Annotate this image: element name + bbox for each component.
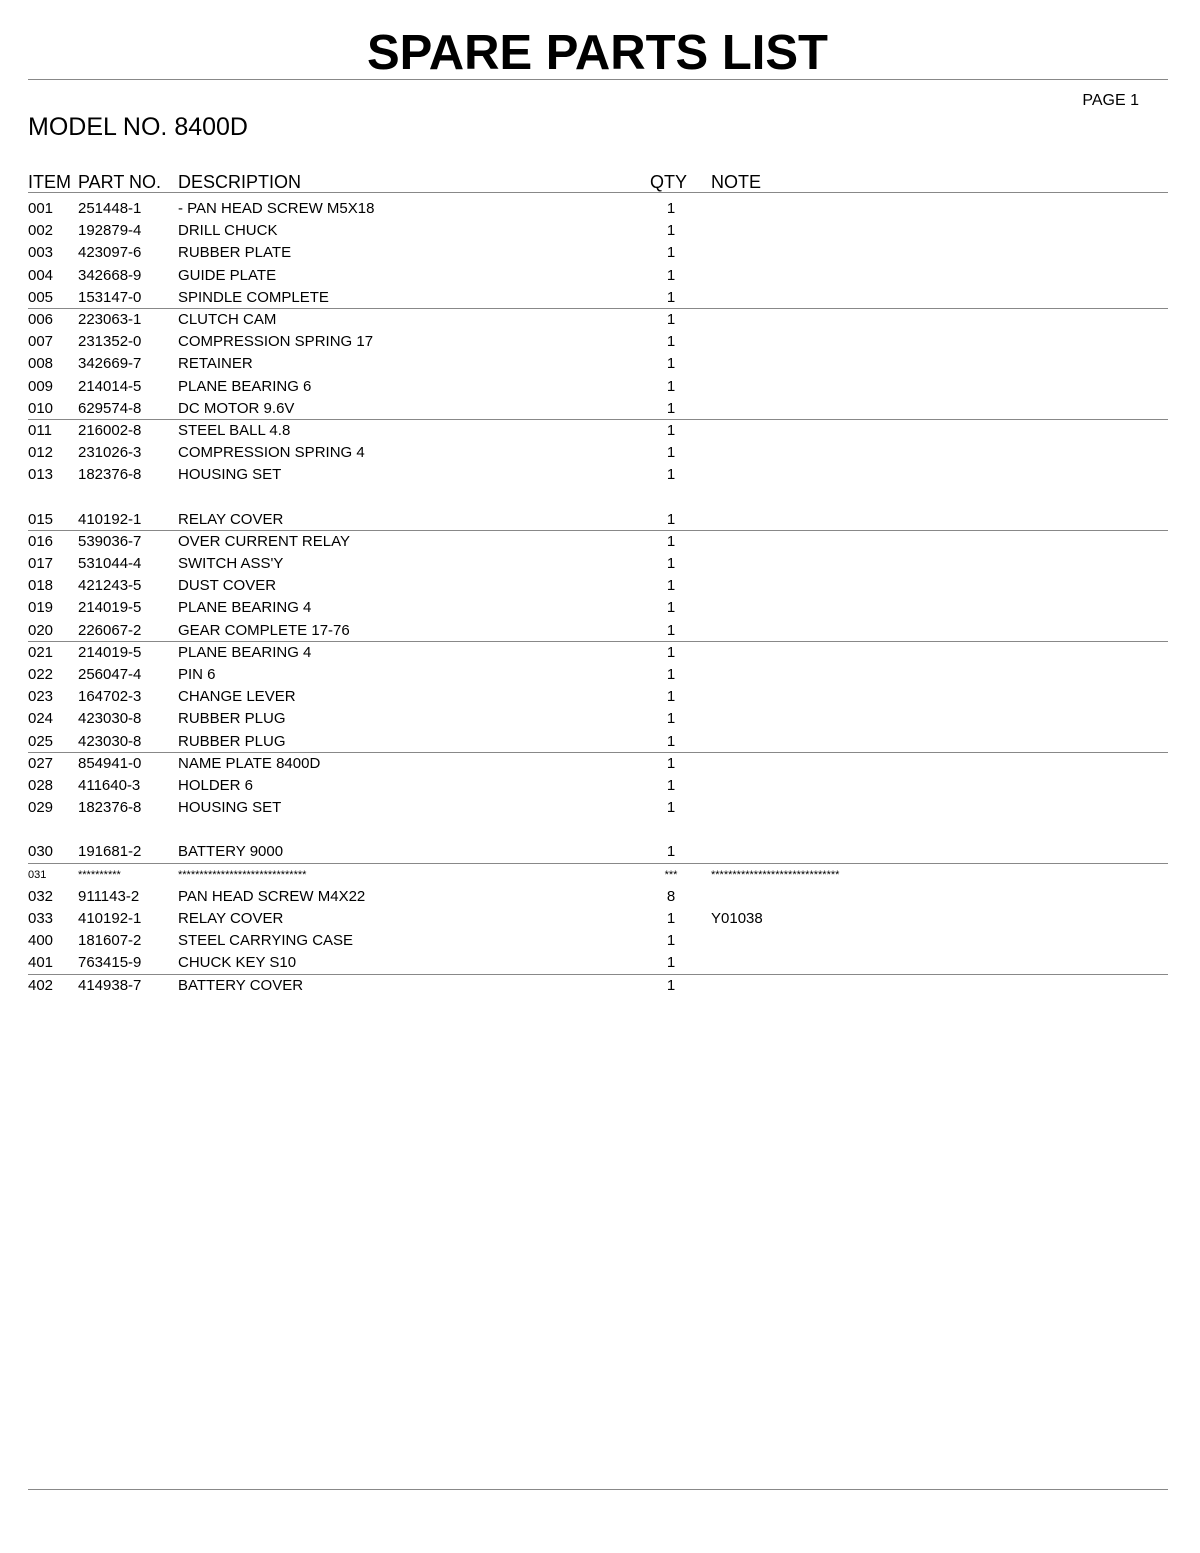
- column-header-description: DESCRIPTION: [178, 172, 302, 192]
- cell-qty: 1: [666, 355, 676, 373]
- cell-part-no: 153147-0: [78, 288, 142, 306]
- cell-description: - PAN HEAD SCREW M5X18: [178, 200, 375, 217]
- cell-item: 018: [28, 577, 54, 595]
- cell-item: 013: [28, 466, 54, 484]
- table-row: [28, 620, 1168, 642]
- cell-item: 008: [28, 355, 54, 373]
- cell-description: ******************************: [178, 868, 307, 881]
- cell-part-no: 231352-0: [78, 333, 142, 351]
- table-row: [28, 930, 1168, 952]
- cell-description: STEEL BALL 4.8: [178, 421, 291, 439]
- cell-description: PLANE BEARING 4: [178, 599, 312, 617]
- table-row: [28, 198, 1168, 220]
- cell-part-no: 410192-1: [78, 510, 142, 528]
- title-divider: [28, 79, 1168, 80]
- cell-description: NAME PLATE 8400D: [178, 754, 321, 772]
- cell-qty: ***: [664, 868, 678, 881]
- cell-description: HOLDER 6: [178, 776, 254, 794]
- cell-description: PIN 6: [178, 665, 216, 683]
- cell-item: 007: [28, 333, 54, 351]
- cell-description: COMPRESSION SPRING 17: [178, 333, 374, 351]
- table-row: [28, 597, 1168, 619]
- cell-description: CLUTCH CAM: [178, 310, 277, 328]
- cell-description: CHUCK KEY S10: [178, 954, 297, 972]
- cell-part-no: 231026-3: [78, 444, 142, 462]
- cell-part-no: 854941-0: [78, 754, 142, 772]
- table-row: [28, 242, 1168, 264]
- cell-part-no: 191681-2: [78, 843, 142, 861]
- cell-item: 027: [28, 754, 54, 772]
- cell-part-no: 342668-9: [78, 266, 142, 284]
- cell-description: SPINDLE COMPLETE: [178, 288, 329, 306]
- cell-item: 030: [28, 843, 54, 861]
- cell-qty: 1: [666, 643, 676, 661]
- cell-item: 017: [28, 555, 54, 572]
- table-header: [28, 171, 1168, 193]
- table-row: [28, 708, 1168, 730]
- cell-description: GUIDE PLATE: [178, 266, 277, 284]
- cell-description: OVER CURRENT RELAY: [178, 532, 350, 550]
- footer-divider: [28, 1489, 1168, 1490]
- cell-part-no: 223063-1: [78, 310, 142, 328]
- cell-description: DC MOTOR 9.6V: [178, 399, 295, 417]
- page-number: PAGE 1: [1082, 92, 1139, 109]
- cell-qty: 1: [666, 843, 676, 861]
- cell-description: BATTERY 9000: [178, 843, 284, 861]
- cell-item: 019: [28, 599, 54, 617]
- cell-qty: 1: [666, 399, 676, 417]
- model-number: MODEL NO. 8400D: [28, 113, 248, 141]
- cell-item: 400: [28, 932, 54, 950]
- cell-item: 401: [28, 954, 54, 972]
- cell-description: RUBBER PLUG: [178, 710, 286, 728]
- cell-description: BATTERY COVER: [178, 976, 304, 994]
- cell-part-no: 216002-8: [78, 421, 142, 439]
- parts-table: [28, 198, 1168, 997]
- cell-part-no: 181607-2: [78, 932, 142, 950]
- cell-description: HOUSING SET: [178, 799, 282, 817]
- cell-qty: 1: [666, 532, 676, 550]
- table-row: [28, 464, 1168, 486]
- cell-part-no: 423030-8: [78, 732, 142, 750]
- cell-description: DUST COVER: [178, 577, 277, 595]
- cell-part-no: 423097-6: [78, 244, 142, 262]
- cell-part-no: 182376-8: [78, 466, 142, 484]
- cell-qty: 1: [666, 310, 676, 328]
- cell-item: 012: [28, 444, 54, 462]
- cell-part-no: 226067-2: [78, 621, 142, 639]
- cell-item: 031: [28, 868, 47, 881]
- cell-qty: 8: [666, 887, 676, 905]
- cell-qty: 1: [666, 333, 676, 351]
- table-row: [28, 642, 1168, 664]
- cell-description: HOUSING SET: [178, 466, 282, 484]
- cell-part-no: 182376-8: [78, 799, 142, 817]
- cell-part-no: 414938-7: [78, 976, 142, 994]
- cell-description: RETAINER: [178, 355, 253, 373]
- cell-item: 028: [28, 776, 54, 794]
- table-row: [28, 420, 1168, 442]
- table-row: [28, 975, 1168, 997]
- cell-part-no: 763415-9: [78, 954, 142, 972]
- cell-qty: 1: [666, 688, 676, 706]
- table-row: [28, 664, 1168, 686]
- cell-qty: 1: [666, 377, 676, 395]
- cell-item: 024: [28, 710, 54, 728]
- cell-qty: 1: [666, 288, 676, 306]
- cell-qty: 1: [666, 599, 676, 617]
- table-row: [28, 531, 1168, 553]
- table-row: [28, 753, 1168, 775]
- cell-item: 022: [28, 665, 54, 683]
- cell-description: SWITCH ASS'Y: [178, 555, 284, 572]
- cell-qty: 1: [666, 710, 676, 728]
- column-header-qty: QTY: [650, 172, 688, 192]
- cell-item: 025: [28, 732, 54, 750]
- cell-description: RUBBER PLATE: [178, 244, 292, 262]
- column-header-part-no: PART NO.: [78, 172, 162, 192]
- table-row: [28, 575, 1168, 597]
- cell-qty: 1: [666, 621, 676, 639]
- cell-description: PAN HEAD SCREW M4X22: [178, 887, 366, 905]
- cell-qty: 1: [666, 200, 676, 217]
- cell-item: 005: [28, 288, 54, 306]
- table-row: [28, 886, 1168, 908]
- cell-description: PLANE BEARING 6: [178, 377, 312, 395]
- cell-qty: 1: [666, 910, 676, 927]
- cell-description: COMPRESSION SPRING 4: [178, 444, 365, 462]
- table-row: [28, 686, 1168, 708]
- cell-qty: 1: [666, 421, 676, 439]
- table-row: [28, 775, 1168, 797]
- cell-description: RELAY COVER: [178, 910, 284, 927]
- cell-qty: 1: [666, 954, 676, 972]
- cell-item: 011: [28, 421, 52, 439]
- cell-description: DRILL CHUCK: [178, 222, 278, 240]
- cell-part-no: 629574-8: [78, 399, 142, 417]
- cell-description: STEEL CARRYING CASE: [178, 932, 354, 950]
- cell-qty: 1: [666, 222, 676, 240]
- table-row: [28, 309, 1168, 331]
- cell-part-no: 251448-1: [78, 200, 142, 217]
- cell-qty: 1: [666, 555, 676, 572]
- cell-description: PLANE BEARING 4: [178, 643, 312, 661]
- cell-qty: 1: [666, 776, 676, 794]
- cell-qty: 1: [666, 732, 676, 750]
- cell-part-no: 192879-4: [78, 222, 142, 240]
- cell-item: 021: [28, 643, 54, 661]
- cell-item: 001: [28, 200, 54, 217]
- column-header-item: ITEM: [28, 172, 71, 192]
- table-row: [28, 908, 1168, 930]
- cell-part-no: 410192-1: [78, 910, 142, 927]
- cell-qty: 1: [666, 266, 676, 284]
- cell-item: 032: [28, 887, 54, 905]
- cell-item: 020: [28, 621, 54, 639]
- table-row: [28, 509, 1168, 531]
- cell-item: 402: [28, 976, 54, 994]
- cell-part-no: 256047-4: [78, 665, 142, 683]
- cell-note: ******************************: [711, 868, 840, 881]
- cell-qty: 1: [666, 799, 676, 817]
- cell-qty: 1: [666, 665, 676, 683]
- cell-item: 016: [28, 532, 54, 550]
- cell-item: 015: [28, 510, 54, 528]
- cell-part-no: 214014-5: [78, 377, 142, 395]
- table-row: [28, 442, 1168, 464]
- cell-part-no: 214019-5: [78, 643, 142, 661]
- cell-qty: 1: [666, 510, 676, 528]
- document-title: SPARE PARTS LIST: [366, 26, 828, 80]
- table-row: [28, 265, 1168, 287]
- cell-part-no: 411640-3: [78, 776, 141, 794]
- cell-note: Y01038: [711, 910, 763, 927]
- cell-qty: 1: [666, 976, 676, 994]
- cell-description: RUBBER PLUG: [178, 732, 286, 750]
- header-divider: [28, 192, 1168, 193]
- table-row: [28, 841, 1168, 863]
- cell-part-no: 539036-7: [78, 532, 142, 550]
- table-row: [28, 486, 1168, 508]
- cell-item: 009: [28, 377, 54, 395]
- cell-part-no: 911143-2: [78, 887, 140, 905]
- cell-item: 023: [28, 688, 54, 706]
- table-row: [28, 331, 1168, 353]
- column-header-note: NOTE: [711, 172, 762, 192]
- cell-part-no: 164702-3: [78, 688, 142, 706]
- cell-qty: 1: [666, 244, 676, 262]
- cell-item: 010: [28, 399, 54, 417]
- cell-qty: 1: [666, 466, 676, 484]
- cell-part-no: **********: [78, 868, 121, 881]
- cell-description: CHANGE LEVER: [178, 688, 296, 706]
- cell-part-no: 421243-5: [78, 577, 142, 595]
- cell-part-no: 531044-4: [78, 555, 142, 572]
- table-row: [28, 819, 1168, 841]
- cell-item: 033: [28, 910, 54, 927]
- cell-part-no: 342669-7: [78, 355, 142, 373]
- table-row: [28, 287, 1168, 309]
- table-row: [28, 864, 1168, 886]
- table-row: [28, 398, 1168, 420]
- cell-item: 029: [28, 799, 54, 817]
- cell-item: 006: [28, 310, 54, 328]
- table-row: [28, 797, 1168, 819]
- cell-description: GEAR COMPLETE 17-76: [178, 621, 350, 639]
- table-row: [28, 553, 1168, 575]
- cell-qty: 1: [666, 577, 676, 595]
- table-row: [28, 376, 1168, 398]
- cell-part-no: 214019-5: [78, 599, 142, 617]
- cell-item: 003: [28, 244, 54, 262]
- cell-qty: 1: [666, 754, 676, 772]
- cell-qty: 1: [666, 444, 676, 462]
- cell-item: 002: [28, 222, 54, 240]
- table-row: [28, 353, 1168, 375]
- cell-qty: 1: [666, 932, 676, 950]
- table-row: [28, 952, 1168, 974]
- cell-item: 004: [28, 266, 54, 284]
- table-row: [28, 220, 1168, 242]
- table-row: [28, 731, 1168, 753]
- cell-part-no: 423030-8: [78, 710, 142, 728]
- cell-description: RELAY COVER: [178, 510, 284, 528]
